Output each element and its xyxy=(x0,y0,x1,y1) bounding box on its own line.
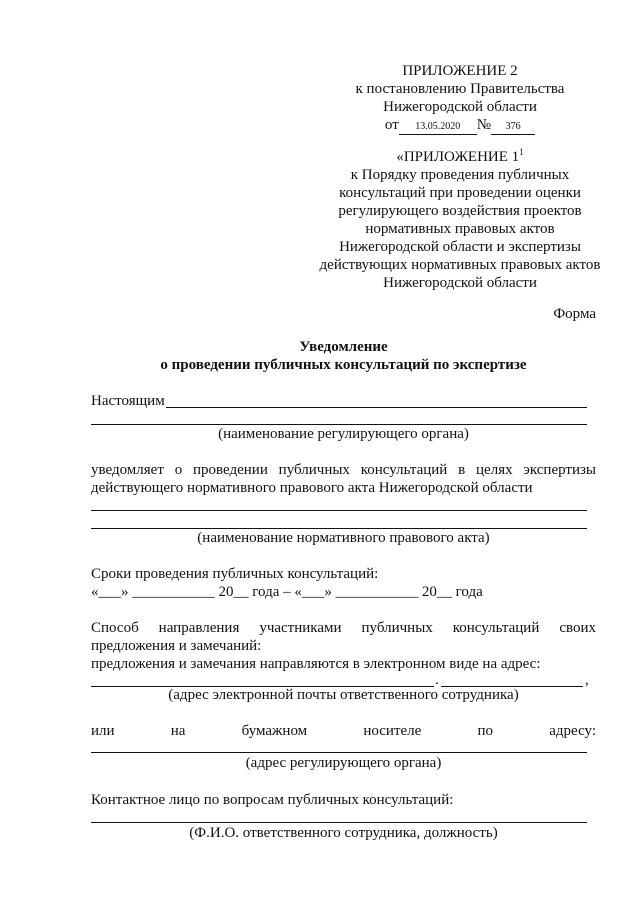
method-line-2: предложения и замечаний: xyxy=(91,638,262,654)
appendix-line-3: регулирующего воздействия проектов xyxy=(338,203,582,219)
hint-contact: (Ф.И.О. ответственного сотрудника, должность) xyxy=(189,825,498,841)
appendix-block-title-text: «ПРИЛОЖЕНИЕ 1 xyxy=(396,149,520,165)
method-line-1: Способ направления участниками публичных консультаций своих xyxy=(91,620,596,636)
hint-email: (адрес электронной почты ответственного сотрудника) xyxy=(168,687,519,703)
hereby-label: Настоящим xyxy=(91,393,165,409)
region-name: Нижегородской области xyxy=(383,99,537,115)
paper-line: или на бумажном носителе по адресу: xyxy=(91,723,596,739)
notifies-line-2: действующего нормативного правового акта Нижегородской области xyxy=(91,480,533,496)
address-line xyxy=(91,752,587,753)
terms-label: Сроки проведения публичных консультаций: xyxy=(91,566,379,582)
resolution-number: 376 xyxy=(491,120,535,135)
appendix-line-6: действующих нормативных правовых актов xyxy=(319,257,601,273)
appendix-block-title xyxy=(300,148,620,166)
email-comma-dot: . xyxy=(435,672,439,688)
appendix-line-4: нормативных правовых актов xyxy=(365,221,555,237)
appendix-line-7: Нижегородской области xyxy=(383,275,537,291)
hint-act: (наименование нормативного правового акта) xyxy=(197,530,490,546)
terms-dates: «___» ___________ 20__ года – «___» ___________ 20__ года xyxy=(91,584,483,600)
appendix-title: ПРИЛОЖЕНИЕ 2 xyxy=(402,63,518,79)
form-label: Форма xyxy=(553,306,596,322)
from-label: от xyxy=(384,117,399,133)
notifies-line-1: уведомляет о проведении публичных консультаций в целях экспертизы xyxy=(91,462,596,478)
appendix-line-1: к Порядку проведения публичных xyxy=(350,167,570,183)
appendix-line-5: Нижегородской области и экспертизы xyxy=(339,239,581,255)
hint-regulator: (наименование регулирующего органа) xyxy=(218,426,469,442)
notice-subtitle: о проведении публичных консультаций по экспертизе xyxy=(160,357,527,373)
email-line: предложения и замечания направляются в электронном виде на адрес: xyxy=(91,656,541,672)
resolution-date: 13.05.2020 xyxy=(399,120,477,135)
resolution-reference: к постановлению Правительства xyxy=(355,81,565,97)
contact-label: Контактное лицо по вопросам публичных консультаций: xyxy=(91,792,454,808)
email-comma: , xyxy=(585,672,589,688)
number-label: № xyxy=(476,117,492,133)
regulator-line-1 xyxy=(166,407,587,408)
act-line-1 xyxy=(91,510,587,511)
hint-address: (адрес регулирующего органа) xyxy=(245,755,442,771)
appendix-line-2: консультаций при проведении оценки xyxy=(339,185,581,201)
appendix-superscript: 1 xyxy=(519,147,524,157)
resolution-date-number xyxy=(300,116,620,135)
contact-line xyxy=(91,822,587,823)
notice-title: Уведомление xyxy=(299,339,388,355)
